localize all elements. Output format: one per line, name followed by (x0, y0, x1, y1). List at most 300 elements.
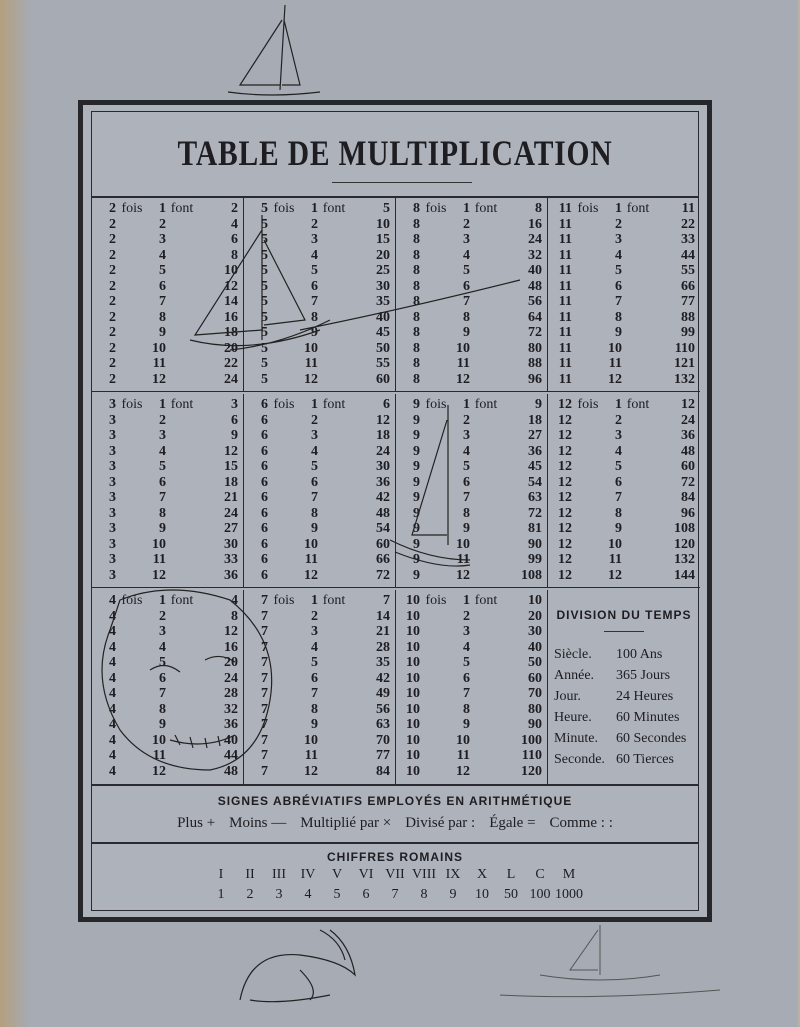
spacer (116, 506, 148, 522)
roman-numeral: L (506, 867, 516, 882)
spacer (420, 372, 452, 388)
spacer (268, 372, 300, 388)
time-value: 365 Jours (616, 668, 671, 683)
arabic-numerals-row (92, 886, 698, 904)
multiplicand: 9 (413, 536, 420, 552)
spacer (470, 413, 502, 429)
spacer (116, 686, 148, 702)
roman-numeral: M (562, 867, 576, 882)
multiplicand: 7 (261, 639, 268, 655)
spacer (268, 521, 300, 537)
roman-numerals-row (92, 866, 698, 884)
spacer (622, 568, 654, 584)
multiplier: 2 (463, 412, 470, 428)
word-fois: fois (577, 397, 599, 412)
spacer (166, 764, 198, 780)
product: 60 (528, 670, 542, 686)
spacer (318, 232, 350, 248)
multiplier: 6 (311, 474, 318, 490)
multiplier: 3 (615, 428, 622, 443)
multiplier: 4 (159, 639, 166, 655)
spacer (470, 609, 502, 625)
table-10 (396, 590, 548, 784)
multiplier: 8 (615, 505, 622, 521)
multiplicand: 3 (109, 521, 116, 536)
product: 90 (528, 536, 542, 552)
product: 33 (224, 552, 238, 567)
product: 60 (376, 371, 390, 387)
multiplicand: 7 (261, 748, 268, 763)
table-row (244, 568, 395, 584)
multiplier: 4 (463, 247, 470, 263)
spacer (572, 506, 604, 522)
spacer (420, 413, 452, 429)
spacer (622, 372, 654, 388)
multiplicand: 5 (261, 232, 268, 247)
spacer (470, 733, 502, 749)
tables-grid (92, 196, 698, 786)
table-row (244, 624, 395, 640)
multiplicand: 8 (413, 371, 420, 387)
spacer (268, 459, 300, 475)
multiplier: 6 (463, 474, 470, 490)
time-value: 60 Secondes (616, 731, 687, 746)
word-fois: fois (121, 201, 143, 216)
multiplier: 11 (456, 356, 470, 371)
product: 36 (681, 428, 695, 443)
table-row (244, 372, 395, 388)
multiplicand: 8 (413, 216, 420, 232)
product: 42 (376, 490, 390, 505)
multiplicand: 3 (109, 552, 116, 567)
spacer (268, 325, 300, 341)
table-row (396, 490, 547, 506)
product: 55 (376, 356, 390, 371)
product: 72 (681, 474, 695, 490)
spacer (420, 764, 452, 780)
spacer (166, 310, 198, 326)
spacer (470, 459, 502, 475)
multiplicand: 11 (558, 371, 572, 387)
spacer (622, 444, 654, 460)
division-title: DIVISION DU TEMPS (556, 608, 692, 622)
table-row (244, 506, 395, 522)
multiplicand: 4 (109, 717, 116, 732)
arabic-numeral: 6 (362, 887, 370, 902)
product: 16 (224, 639, 238, 655)
roman-numeral: X (476, 867, 488, 882)
roman-numeral: V (331, 867, 343, 882)
product: 44 (681, 247, 695, 263)
product: 20 (224, 655, 238, 670)
multiplier: 10 (304, 340, 318, 356)
table-row (244, 356, 395, 372)
multiplicand: 7 (261, 686, 268, 701)
table-row (548, 232, 700, 248)
spacer (268, 733, 300, 749)
table-row (244, 609, 395, 625)
multiplier: 1 (463, 201, 470, 216)
spacer (318, 624, 350, 640)
product: 55 (681, 263, 695, 278)
spacer (268, 279, 300, 295)
spacer (420, 640, 452, 656)
multiplier: 10 (152, 732, 166, 748)
multiplier: 8 (159, 701, 166, 717)
spacer (166, 609, 198, 625)
spacer (166, 217, 198, 233)
table-row (396, 568, 547, 584)
product: 90 (528, 717, 542, 732)
spacer (268, 263, 300, 279)
multiplier: 9 (463, 325, 470, 340)
table-row (92, 717, 243, 733)
spacer (420, 325, 452, 341)
arabic-numeral: 7 (391, 887, 399, 902)
multiplier: 7 (159, 294, 166, 309)
table-row (244, 341, 395, 357)
division-row (548, 665, 700, 686)
spacer (268, 294, 300, 310)
multiplicand: 2 (109, 216, 116, 232)
multiplicand: 2 (109, 263, 116, 278)
multiplicand: 7 (261, 732, 268, 748)
product: 70 (376, 732, 390, 748)
table-row (396, 459, 547, 475)
spacer (622, 552, 654, 568)
table-row (548, 490, 700, 506)
spacer (420, 475, 452, 491)
multiplicand: 3 (109, 412, 116, 428)
product: 96 (528, 371, 542, 387)
table-row (244, 263, 395, 279)
roman-numeral: VII (385, 867, 405, 882)
spacer (166, 717, 198, 733)
spacer (318, 372, 350, 388)
product: 100 (521, 732, 542, 748)
product: 5 (383, 201, 390, 216)
multiplier: 12 (456, 371, 470, 387)
multiplicand: 12 (558, 505, 572, 521)
multiplier: 4 (159, 247, 166, 263)
product: 9 (535, 397, 542, 412)
table-row (244, 325, 395, 341)
multiplier: 8 (463, 505, 470, 521)
multiplier: 11 (304, 748, 318, 763)
multiplicand: 9 (413, 428, 420, 443)
multiplicand: 3 (109, 428, 116, 443)
spacer (166, 444, 198, 460)
multiplier: 5 (463, 459, 470, 474)
spacer (470, 232, 502, 248)
division-row (548, 707, 700, 728)
multiplicand: 3 (109, 459, 116, 474)
table-row (396, 356, 547, 372)
spacer (116, 413, 148, 429)
table-4 (92, 590, 244, 784)
product: 84 (376, 763, 390, 779)
table-5 (244, 198, 396, 392)
multiplicand: 12 (558, 521, 572, 536)
spacer (470, 325, 502, 341)
multiplicand: 5 (261, 201, 268, 216)
table-row (244, 593, 395, 609)
spacer (166, 356, 198, 372)
multiplier: 10 (456, 340, 470, 356)
multiplier: 3 (463, 232, 470, 247)
word-font: font (170, 397, 194, 412)
spacer (622, 217, 654, 233)
multiplier: 8 (615, 309, 622, 325)
table-row (396, 444, 547, 460)
spacer (268, 609, 300, 625)
product: 28 (376, 639, 390, 655)
table-2 (92, 198, 244, 392)
product: 16 (224, 309, 238, 325)
multiplier: 3 (615, 232, 622, 247)
multiplier: 1 (311, 201, 318, 216)
spacer (470, 341, 502, 357)
multiplier: 12 (608, 371, 622, 387)
arabic-numeral: 1000 (555, 887, 583, 902)
spacer (116, 717, 148, 733)
multiplicand: 9 (413, 552, 420, 567)
table-row (244, 428, 395, 444)
product: 10 (528, 593, 542, 608)
product: 12 (681, 397, 695, 412)
spacer (470, 490, 502, 506)
spacer (268, 413, 300, 429)
multiplicand: 6 (261, 552, 268, 567)
spacer (166, 552, 198, 568)
word-font: font (474, 201, 498, 216)
multiplier: 11 (608, 552, 622, 567)
table-row (92, 248, 243, 264)
table-row (548, 248, 700, 264)
product: 27 (528, 428, 542, 443)
spacer (318, 356, 350, 372)
multiplicand: 10 (406, 670, 420, 686)
spacer (572, 232, 604, 248)
spacer (622, 248, 654, 264)
table-row (396, 717, 547, 733)
spacer (268, 702, 300, 718)
multiplier: 6 (159, 474, 166, 490)
table-row (548, 444, 700, 460)
product: 24 (681, 412, 695, 428)
multiplicand: 12 (558, 443, 572, 459)
table-row (396, 475, 547, 491)
spacer (420, 294, 452, 310)
multiplier: 5 (159, 263, 166, 278)
multiplicand: 11 (558, 356, 572, 371)
spacer (166, 294, 198, 310)
spacer (268, 217, 300, 233)
multiplier: 9 (311, 325, 318, 340)
multiplicand: 4 (109, 670, 116, 686)
word-font: font (170, 593, 194, 608)
product: 80 (528, 340, 542, 356)
roman-numeral: C (535, 867, 545, 882)
multiplicand: 11 (558, 201, 572, 216)
table-row (92, 325, 243, 341)
table-row (92, 310, 243, 326)
spacer (622, 294, 654, 310)
multiplicand: 7 (261, 608, 268, 624)
multiplier: 2 (463, 216, 470, 232)
spacer (318, 413, 350, 429)
multiplicand: 8 (413, 325, 420, 340)
multiplicand: 5 (261, 294, 268, 309)
spacer (470, 686, 502, 702)
product: 14 (376, 608, 390, 624)
product: 8 (231, 247, 238, 263)
spacer (268, 686, 300, 702)
sign-item: Multiplié par × (300, 815, 392, 831)
spacer (268, 748, 300, 764)
table-row (396, 310, 547, 326)
spacer (420, 702, 452, 718)
spacer (166, 325, 198, 341)
product: 132 (674, 552, 695, 567)
spacer (470, 506, 502, 522)
multiplicand: 10 (406, 717, 420, 732)
product: 77 (681, 294, 695, 309)
product: 3 (231, 397, 238, 412)
table-11 (548, 198, 700, 392)
division-du-temps (548, 590, 700, 784)
product: 66 (376, 552, 390, 567)
product: 49 (376, 686, 390, 701)
spacer (268, 248, 300, 264)
table-row (396, 397, 547, 413)
spacer (268, 717, 300, 733)
multiplicand: 2 (109, 294, 116, 309)
table-row (92, 640, 243, 656)
spacer (166, 428, 198, 444)
multiplier: 10 (152, 340, 166, 356)
product: 4 (231, 593, 238, 608)
table-row (548, 325, 700, 341)
multiplier: 1 (615, 201, 622, 216)
multiplier: 2 (311, 216, 318, 232)
multiplicand: 7 (261, 593, 268, 608)
spacer (166, 459, 198, 475)
multiplicand: 11 (558, 325, 572, 340)
multiplicand: 8 (413, 232, 420, 247)
spacer (622, 413, 654, 429)
multiplier: 9 (615, 325, 622, 340)
multiplier: 12 (152, 763, 166, 779)
product: 20 (224, 340, 238, 356)
page-title: TABLE DE MULTIPLICATION (177, 133, 613, 173)
spacer (622, 428, 654, 444)
product: 32 (224, 701, 238, 717)
multiplier: 2 (159, 216, 166, 232)
multiplicand: 5 (261, 278, 268, 294)
product: 48 (681, 443, 695, 459)
multiplicand: 7 (261, 655, 268, 670)
spacer (166, 733, 198, 749)
table-row (92, 232, 243, 248)
multiplicand: 11 (558, 216, 572, 232)
product: 40 (528, 263, 542, 278)
table-row (92, 444, 243, 460)
multiplier: 7 (311, 294, 318, 309)
spacer (116, 459, 148, 475)
table-row (244, 279, 395, 295)
spacer (420, 733, 452, 749)
spacer (116, 552, 148, 568)
multiplicand: 6 (261, 397, 268, 412)
table-row (92, 341, 243, 357)
multiplicand: 9 (413, 397, 420, 412)
time-unit: Jour. (554, 689, 581, 704)
spacer (572, 537, 604, 553)
inner-border (91, 111, 699, 911)
spacer (318, 459, 350, 475)
product: 48 (376, 505, 390, 521)
multiplier: 11 (304, 552, 318, 567)
spacer (318, 310, 350, 326)
product: 33 (681, 232, 695, 247)
spacer (268, 490, 300, 506)
table-row (396, 325, 547, 341)
multiplicand: 2 (109, 309, 116, 325)
multiplicand: 4 (109, 686, 116, 701)
spacer (116, 356, 148, 372)
spacer (166, 279, 198, 295)
spacer (166, 263, 198, 279)
spacer (420, 537, 452, 553)
product: 20 (528, 608, 542, 624)
spacer (116, 372, 148, 388)
multiplier: 3 (463, 428, 470, 443)
product: 60 (376, 536, 390, 552)
multiplicand: 7 (261, 670, 268, 686)
table-row (244, 459, 395, 475)
product: 42 (376, 670, 390, 686)
product: 120 (674, 536, 695, 552)
arabic-numeral: 4 (304, 887, 312, 902)
word-font: font (474, 593, 498, 608)
roman-numeral: IV (300, 867, 316, 882)
table-row (92, 428, 243, 444)
table-row (396, 521, 547, 537)
multiplicand: 12 (558, 536, 572, 552)
spacer (318, 552, 350, 568)
spacer (318, 341, 350, 357)
arabic-numeral: 8 (420, 887, 428, 902)
table-row (92, 459, 243, 475)
table-row (244, 748, 395, 764)
multiplicand: 6 (261, 536, 268, 552)
spacer (622, 490, 654, 506)
spacer (572, 294, 604, 310)
multiplier: 8 (311, 309, 318, 325)
multiplier: 2 (615, 216, 622, 232)
spacer (268, 341, 300, 357)
spacer (622, 506, 654, 522)
multiplier: 7 (159, 490, 166, 505)
spacer (470, 568, 502, 584)
multiplier: 11 (152, 552, 166, 567)
product: 18 (224, 325, 238, 340)
table-row (92, 537, 243, 553)
division-row (548, 749, 700, 770)
multiplier: 5 (159, 459, 166, 474)
product: 36 (528, 443, 542, 459)
